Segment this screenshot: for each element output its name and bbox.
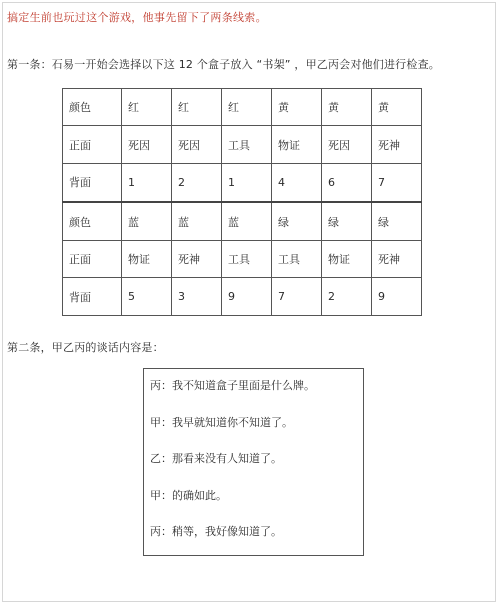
table-row [63,126,422,163]
dialog-line: 甲：的确如此。 [150,488,227,502]
clue-one-text: 第一条：石易一开始会选择以下这 12 个盒子放入 “书架” ，甲乙丙会对他们进行检查。 [7,58,440,71]
intro-text: 搞定生前也玩过这个游戏，他事先留下了两条线索。 [7,11,267,24]
table-cell: 工具 [222,126,272,163]
row-label: 颜色 [63,89,122,126]
table-cell: 死神 [372,241,422,278]
dialog-line: 甲：我早就知道你不知道了。 [150,415,293,429]
table-cell: 物证 [122,241,172,278]
box-table [62,88,422,316]
table-cell: 工具 [272,241,322,278]
table-cell: 5 [122,278,172,316]
table-cell: 死神 [172,241,222,278]
table-cell: 黄 [322,89,372,126]
table-cell: 2 [322,278,372,316]
dialog-box [143,368,364,556]
table-row [63,163,422,202]
table-cell: 蓝 [122,202,172,241]
table-cell: 死神 [372,126,422,163]
table-cell: 红 [122,89,172,126]
table-cell: 死因 [172,126,222,163]
table-cell: 红 [222,89,272,126]
table-cell: 物证 [272,126,322,163]
row-label: 背面 [63,278,122,316]
table-cell: 9 [222,278,272,316]
table-row [63,202,422,241]
table-cell: 死因 [122,126,172,163]
table-cell: 2 [172,163,222,202]
table-cell: 蓝 [222,202,272,241]
table-row [63,278,422,316]
table-cell: 死因 [322,126,372,163]
table-cell: 蓝 [172,202,222,241]
table-cell: 绿 [372,202,422,241]
table-cell: 9 [372,278,422,316]
row-label: 正面 [63,241,122,278]
clue-two-text: 第二条，甲乙丙的谈话内容是： [7,341,164,354]
table-cell: 1 [122,163,172,202]
table-cell: 工具 [222,241,272,278]
table-cell: 7 [272,278,322,316]
row-label: 颜色 [63,202,122,241]
table-cell: 黄 [272,89,322,126]
table-cell: 绿 [322,202,372,241]
table-cell: 1 [222,163,272,202]
dialog-line: 丙：稍等，我好像知道了。 [150,525,282,538]
table-cell: 6 [322,163,372,202]
row-label: 背面 [63,163,122,202]
table-cell: 红 [172,89,222,126]
table-cell: 3 [172,278,222,316]
dialog-line: 丙：我不知道盒子里面是什么牌。 [150,379,315,392]
row-label: 正面 [63,126,122,163]
table-cell: 绿 [272,202,322,241]
table-cell: 黄 [372,89,422,126]
table-cell: 7 [372,163,422,202]
table-cell: 4 [272,163,322,202]
dialog-line: 乙：那看来没有人知道了。 [150,452,282,465]
table-row [63,89,422,126]
table-cell: 物证 [322,241,372,278]
table-row [63,241,422,278]
